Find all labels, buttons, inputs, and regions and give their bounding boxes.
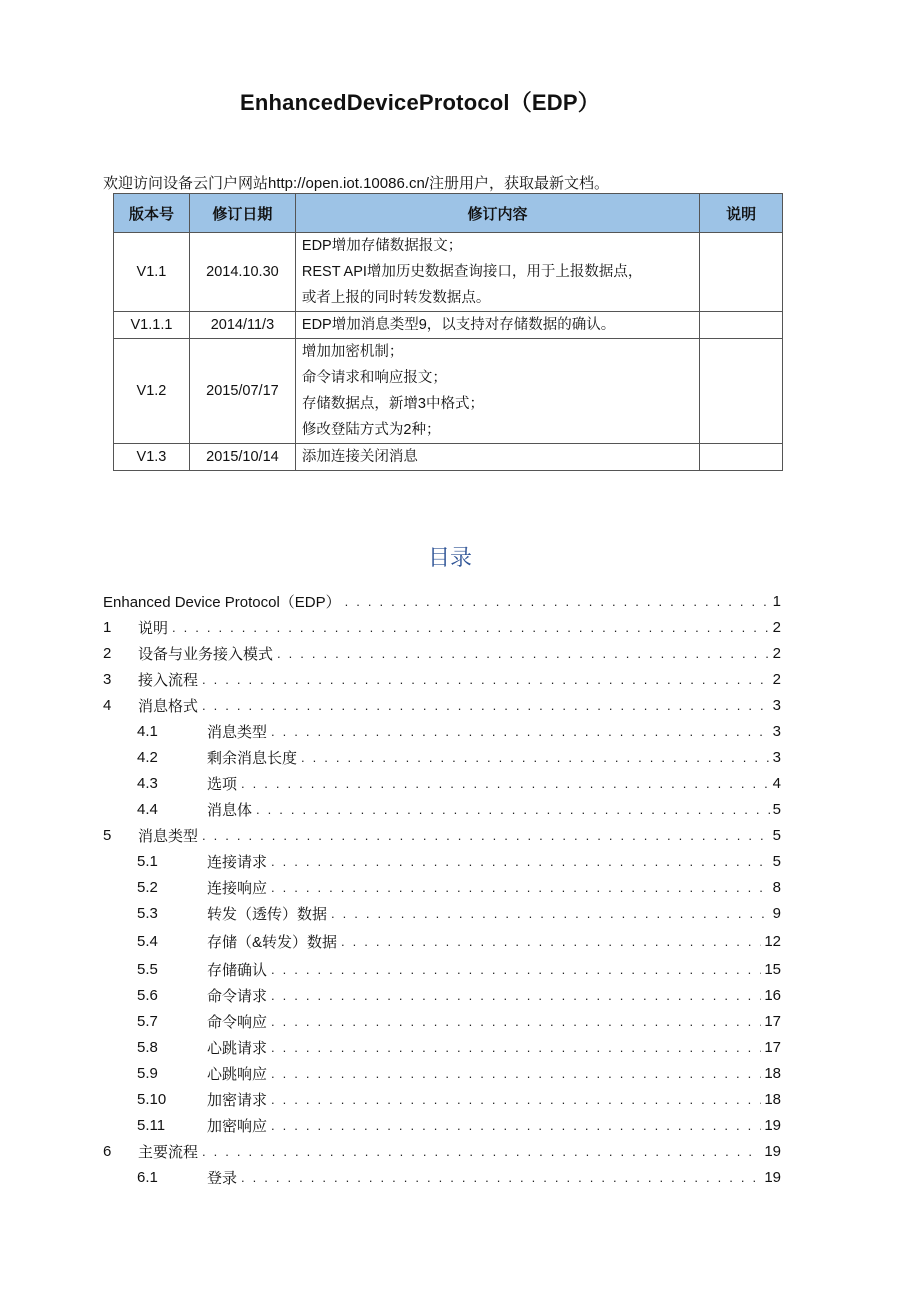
content-line: 添加连接关闭消息 (301, 449, 418, 465)
toc-entry[interactable] (103, 640, 781, 666)
toc-leader (277, 646, 770, 661)
row-note (700, 312, 783, 339)
table-row (114, 312, 783, 339)
toc-text: 心跳请求 (207, 1039, 268, 1057)
toc-number: 4.4 (137, 800, 158, 818)
toc-entry[interactable] (103, 1034, 781, 1060)
toc-leader (172, 620, 770, 635)
toc-page: 12 (764, 932, 781, 950)
content-line: 命令请求和响应报文； (301, 370, 447, 386)
toc-leader (301, 750, 770, 765)
toc-number: 4.1 (137, 722, 158, 740)
toc-number: 5.9 (137, 1064, 158, 1082)
toc-entry[interactable] (103, 982, 781, 1008)
toc-number: 6.1 (137, 1168, 158, 1186)
toc-leader (345, 594, 770, 609)
toc-entry[interactable] (103, 614, 781, 640)
toc-entry[interactable] (103, 822, 781, 848)
toc-text: 连接请求 (207, 853, 268, 871)
toc-text: 加密请求 (207, 1091, 268, 1109)
toc-text: 连接响应 (207, 879, 268, 897)
toc-text: 主要流程 (138, 1143, 199, 1161)
toc-leader (271, 1066, 761, 1081)
row-content (295, 339, 699, 444)
toc-text: 存储（&转发）数据 (207, 933, 338, 951)
toc-entry[interactable] (103, 874, 781, 900)
toc-entry[interactable] (103, 900, 781, 926)
toc-title: 目录 (427, 545, 472, 570)
toc-number: 4 (103, 696, 112, 714)
toc-leader (271, 1118, 761, 1133)
toc-entry[interactable] (103, 744, 781, 770)
toc-leader (202, 672, 770, 687)
toc-page: 1 (772, 592, 781, 610)
row-note (700, 233, 783, 312)
toc-text: 消息格式 (138, 697, 199, 715)
table-row (114, 444, 783, 471)
toc-leader (241, 1170, 761, 1185)
toc-leader (271, 724, 770, 739)
toc-leader (331, 906, 770, 921)
header-date: 修订日期 (189, 194, 295, 233)
toc-number: 5.7 (137, 1012, 158, 1030)
row-date: 2015/10/14 (189, 444, 295, 471)
toc-leader (202, 1144, 761, 1159)
toc-page: 9 (772, 904, 781, 922)
toc-text: 命令请求 (207, 987, 268, 1005)
row-note (700, 339, 783, 444)
row-content (295, 444, 699, 471)
row-note (700, 444, 783, 471)
toc-text: 登录 (207, 1169, 238, 1187)
toc-page: 5 (772, 826, 781, 844)
toc-number: 2 (103, 644, 112, 662)
toc-entry[interactable] (103, 718, 781, 744)
toc-page: 15 (764, 960, 781, 978)
toc-entry[interactable] (103, 770, 781, 796)
row-version: V1.2 (114, 339, 190, 444)
toc-entry[interactable] (103, 1060, 781, 1086)
toc-text: 存储确认 (207, 961, 268, 979)
intro-text: 欢迎访问设备云门户网站http://open.iot.10086.cn/注册用户，获取最新文档。 (103, 175, 609, 192)
content-line: 或者上报的同时转发数据点。 (301, 290, 491, 306)
toc-entry[interactable] (103, 1164, 781, 1190)
toc-entry[interactable] (103, 1112, 781, 1138)
toc-leader (271, 854, 770, 869)
document-title: EnhancedDeviceProtocol（EDP） (240, 90, 600, 115)
toc-number: 1 (103, 618, 112, 636)
toc-page: 2 (772, 670, 781, 688)
toc-number: 5.3 (137, 904, 158, 922)
toc-page: 3 (772, 722, 781, 740)
revision-table (113, 193, 783, 471)
toc-entry[interactable] (103, 666, 781, 692)
row-content (295, 312, 699, 339)
revision-header-row (114, 194, 783, 233)
toc-page: 18 (764, 1090, 781, 1108)
toc-leader (202, 828, 770, 843)
toc-page: 2 (772, 644, 781, 662)
toc-leader (271, 880, 770, 895)
toc-text: 选项 (207, 775, 238, 793)
content-line: 增加加密机制； (301, 344, 404, 360)
row-content (295, 233, 699, 312)
toc-page: 19 (764, 1168, 781, 1186)
toc-number: 5.4 (137, 932, 158, 950)
toc-text: 转发（透传）数据 (207, 905, 328, 923)
content-line: 修改登陆方式为2种； (301, 422, 441, 438)
toc-page: 8 (772, 878, 781, 896)
toc-number: 6 (103, 1142, 112, 1160)
toc-text: 接入流程 (138, 671, 199, 689)
toc-text: 剩余消息长度 (207, 749, 298, 767)
toc-number: 5 (103, 826, 112, 844)
toc-entry[interactable] (103, 926, 781, 956)
toc-page: 3 (772, 748, 781, 766)
content-line: REST API增加历史数据查询接口，用于上报数据点， (301, 264, 643, 280)
toc-text: 设备与业务接入模式 (138, 645, 274, 663)
toc-text: Enhanced Device Protocol（EDP） (103, 593, 341, 611)
toc-entry[interactable] (103, 1086, 781, 1112)
toc-page: 16 (764, 986, 781, 1004)
toc-entry[interactable] (103, 1008, 781, 1034)
toc-leader (271, 988, 761, 1003)
toc-entry[interactable] (103, 692, 781, 718)
toc-number: 5.1 (137, 852, 158, 870)
toc-number: 5.6 (137, 986, 158, 1004)
content-line: EDP增加存储数据报文； (301, 238, 463, 254)
toc-number: 5.11 (137, 1116, 166, 1134)
toc-number: 5.5 (137, 960, 158, 978)
toc-entry[interactable] (103, 848, 781, 874)
toc-text: 消息类型 (138, 827, 199, 845)
toc-page: 4 (772, 774, 781, 792)
toc-entry[interactable] (103, 588, 781, 614)
header-version: 版本号 (114, 194, 190, 233)
toc-leader (271, 1092, 761, 1107)
toc-number: 4.2 (137, 748, 158, 766)
toc-page: 3 (772, 696, 781, 714)
toc-leader (271, 962, 761, 977)
table-row (114, 339, 783, 444)
toc-entry[interactable] (103, 1138, 781, 1164)
row-version: V1.3 (114, 444, 190, 471)
toc-text: 消息类型 (207, 723, 268, 741)
content-line: 存储数据点，新增3中格式； (301, 396, 484, 412)
toc-page: 18 (764, 1064, 781, 1082)
toc-entry[interactable] (103, 956, 781, 982)
toc-number: 4.3 (137, 774, 158, 792)
toc-number: 5.2 (137, 878, 158, 896)
row-date: 2014/11/3 (189, 312, 295, 339)
toc-page: 5 (772, 800, 781, 818)
header-content: 修订内容 (295, 194, 699, 233)
toc-leader (271, 1040, 761, 1055)
toc-leader (256, 802, 770, 817)
toc-page: 19 (764, 1116, 781, 1134)
content-line: EDP增加消息类型9，以支持对存储数据的确认。 (301, 317, 616, 333)
toc-page: 19 (764, 1142, 781, 1160)
toc-number: 5.10 (137, 1090, 167, 1108)
table-row (114, 233, 783, 312)
toc-leader (202, 698, 770, 713)
header-note: 说明 (700, 194, 783, 233)
table-of-contents (103, 588, 781, 1190)
toc-number: 5.8 (137, 1038, 158, 1056)
toc-text: 命令响应 (207, 1013, 268, 1031)
row-version: V1.1 (114, 233, 190, 312)
toc-page: 17 (764, 1012, 781, 1030)
row-date: 2015/07/17 (189, 339, 295, 444)
toc-leader (271, 1014, 761, 1029)
toc-text: 加密响应 (207, 1117, 268, 1135)
toc-page: 5 (772, 852, 781, 870)
toc-page: 17 (764, 1038, 781, 1056)
row-date: 2014.10.30 (189, 233, 295, 312)
toc-text: 说明 (138, 619, 169, 637)
toc-page: 2 (772, 618, 781, 636)
toc-entry[interactable] (103, 796, 781, 822)
toc-text: 消息体 (207, 801, 253, 819)
row-version: V1.1.1 (114, 312, 190, 339)
toc-leader (341, 934, 761, 949)
toc-text: 心跳响应 (207, 1065, 268, 1083)
toc-leader (241, 776, 770, 791)
toc-number: 3 (103, 670, 112, 688)
